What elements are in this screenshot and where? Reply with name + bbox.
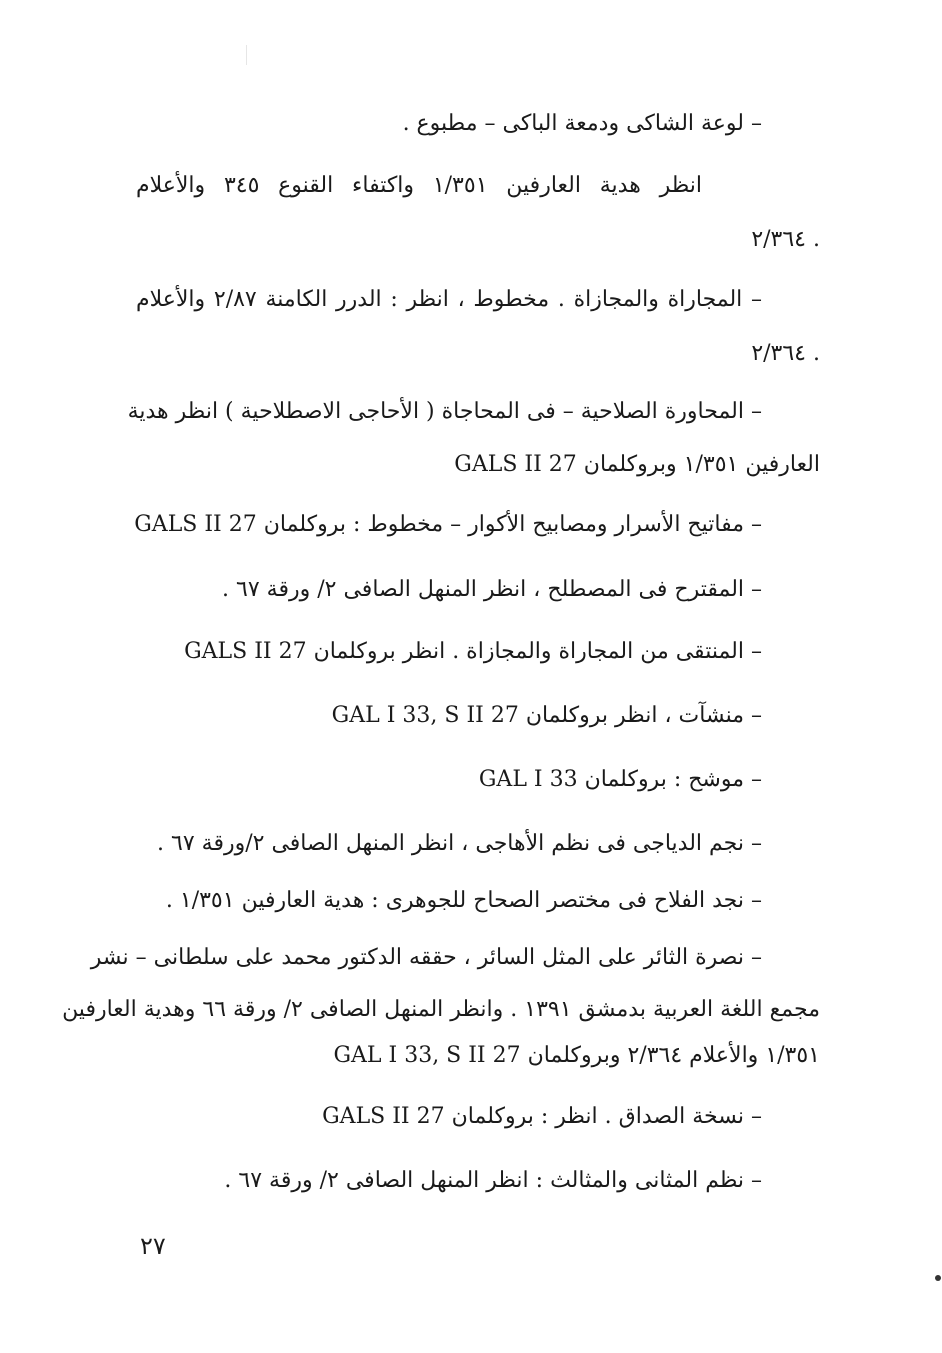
entry-line-14: – نجد الفلاح فى مختصر الصحاح للجوهرى : هدية العارفين ١/٣٥١ .	[165, 888, 762, 913]
entry-line-13: – نجم الدياجى فى نظم الأهاجى ، انظر المنهل الصافى ٢/ورقة ٦٧ .	[157, 831, 762, 856]
entry-line-5: ٢/٣٦٤ .	[751, 341, 820, 366]
entry-line-12: – موشح : بروكلمان GAL I 33	[478, 767, 762, 792]
entry-line-17: ١/٣٥١ والأعلام ٢/٣٦٤ وبروكلمان GAL I 33, S II 27	[333, 1043, 820, 1068]
page-number: ٢٧	[140, 1232, 166, 1260]
scan-dot	[935, 1275, 941, 1281]
entry-line-19: – نظم المثانى والمثالث : انظر المنهل الصافى ٢/ ورقة ٦٧ .	[224, 1168, 762, 1193]
entry-line-7: العارفين ١/٣٥١ وبروكلمان GALS II 27	[454, 452, 820, 477]
entry-line-15: – نصرة الثائر على المثل السائر ، حققه الدكتور محمد على سلطانى – نشر	[90, 945, 762, 970]
entry-line-8: – مفاتيح الأسرار ومصابيح الأكوار – مخطوط : بروكلمان GALS II 27	[134, 512, 762, 537]
entry-line-3: ٢/٣٦٤ .	[751, 227, 820, 252]
entry-line-16: مجمع اللغة العربية بدمشق ١٣٩١ . وانظر المنهل الصافى ٢/ ورقة ٦٦ وهدية العارفين	[62, 997, 820, 1022]
entry-line-18: – نسخة الصداق . انظر : بروكلمان GALS II 27	[322, 1104, 762, 1129]
entry-line-1: – لوعة الشاكى ودمعة الباكى – مطبوع .	[402, 111, 762, 136]
entry-line-10: – المنتقى من المجاراة والمجازاة . انظر بروكلمان GALS II 27	[184, 639, 762, 664]
entry-line-2: انظر هدية العارفين ١/٣٥١ واكتفاء القنوع ٣٤٥ والأعلام	[136, 173, 702, 198]
entry-line-9: – المقترح فى المصطلح ، انظر المنهل الصافى ٢/ ورقة ٦٧ .	[222, 577, 762, 602]
entry-line-6: – المحاورة الصلاحية – فى المحاجاة ( الأحاجى الاصطلاحية ) انظر هدية	[127, 399, 762, 424]
entry-line-4: – المجاراة والمجازاة . مخطوط ، انظر : الدرر الكامنة ٢/٨٧ والأعلام	[136, 287, 763, 312]
scan-artifact	[246, 45, 247, 65]
entry-line-11: – منشآت ، انظر بروكلمان GAL I 33, S II 27	[331, 703, 762, 728]
